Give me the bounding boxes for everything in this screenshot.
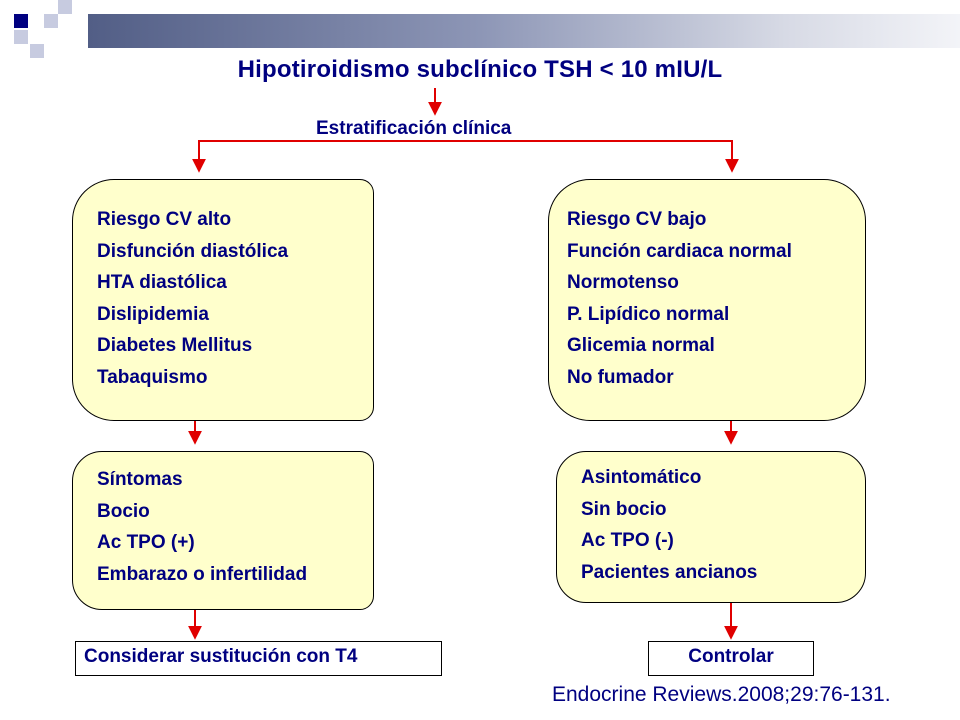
asymptomatic-item: Asintomático <box>581 467 702 488</box>
symptomatic-item: Bocio <box>97 500 150 522</box>
high-risk-item: Tabaquismo <box>97 366 208 388</box>
high-risk-box <box>72 179 374 421</box>
asymptomatic-box <box>556 451 866 603</box>
monitor-box: Controlar <box>648 641 814 676</box>
high-risk-item: Dislipidemia <box>97 303 209 325</box>
high-risk-item: HTA diastólica <box>97 272 227 293</box>
low-risk-item: Función cardiaca normal <box>567 240 792 262</box>
low-risk-item: Glicemia normal <box>567 335 715 356</box>
asymptomatic-item: Pacientes ancianos <box>581 561 758 583</box>
low-risk-item: Riesgo CV bajo <box>567 209 707 230</box>
asymptomatic-item: Sin bocio <box>581 498 667 520</box>
low-risk-item: Normotenso <box>567 272 679 293</box>
high-risk-item: Disfunción diastólica <box>97 240 289 262</box>
citation: Endocrine Reviews.2008;29:76-131. <box>552 683 891 706</box>
low-risk-box <box>548 179 866 421</box>
high-risk-item: Diabetes Mellitus <box>97 335 253 356</box>
stratification-label: Estratificación clínica <box>316 118 512 139</box>
t4-substitution-box: Considerar sustitución con T4 <box>75 641 442 676</box>
asymptomatic-item: Ac TPO (-) <box>581 530 674 551</box>
symptomatic-item: Embarazo o infertilidad <box>97 563 308 585</box>
high-risk-item: Riesgo CV alto <box>97 209 232 230</box>
low-risk-item: No fumador <box>567 366 674 388</box>
slide-title: Hipotiroidismo subclínico TSH < 10 mIU/L <box>237 56 723 83</box>
symptomatic-item: Ac TPO (+) <box>97 532 195 553</box>
symptomatic-item: Síntomas <box>97 469 183 490</box>
low-risk-item: P. Lipídico normal <box>567 303 730 325</box>
symptomatic-box <box>72 451 374 610</box>
branch-line <box>199 141 732 170</box>
